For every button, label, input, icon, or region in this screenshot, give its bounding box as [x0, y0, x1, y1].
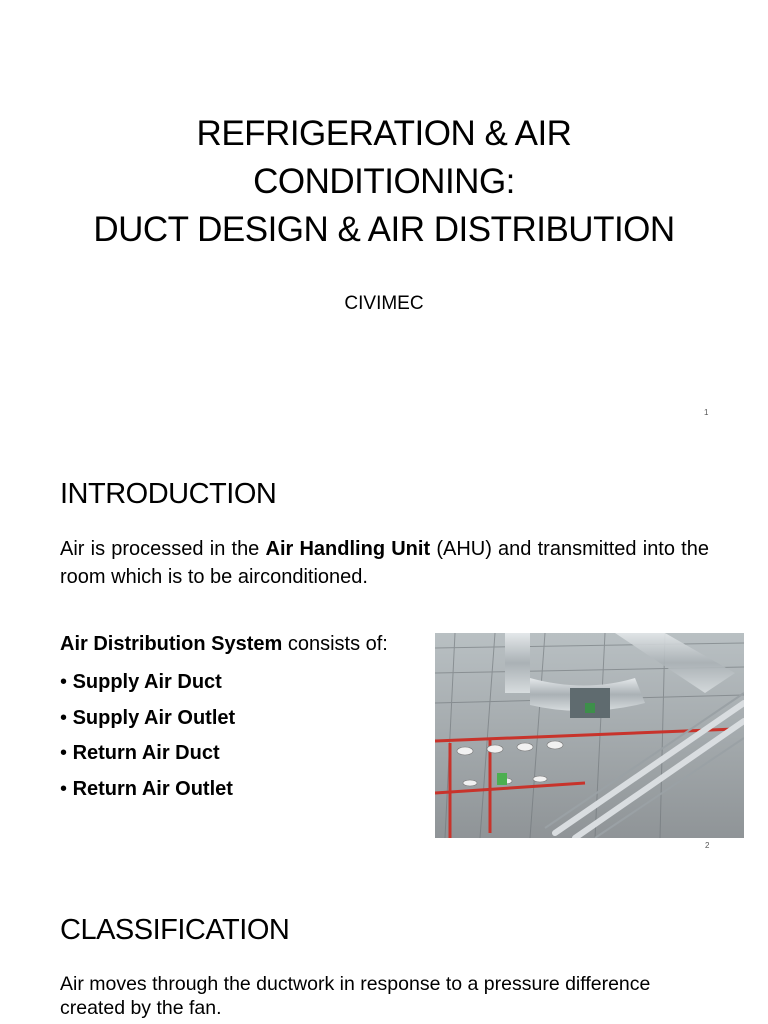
slide-subtitle: CIVIMEC: [344, 293, 424, 314]
para-text-1: Air is processed in the: [60, 538, 266, 560]
list-item: • Return Air Duct: [60, 739, 235, 775]
slide-classification: [0, 856, 768, 1024]
list-intro: [60, 633, 388, 656]
list-item: • Supply Air Duct: [60, 668, 235, 704]
intro-paragraph: [60, 535, 709, 591]
para-bold-term: Air Handling Unit: [265, 538, 431, 560]
list-intro-bold: Air Distribution System: [60, 633, 283, 655]
slide-heading: INTRODUCTION: [60, 478, 277, 510]
slide-title-heading: [40, 110, 728, 254]
page-number: 2: [705, 841, 710, 850]
page-number: 1: [704, 408, 709, 417]
slide-introduction: [0, 428, 768, 856]
classification-paragraph: Air moves through the ductwork in response to a pressure difference created by the fan.: [60, 973, 651, 1019]
slide-title: [0, 0, 768, 428]
list-intro-rest: consists of:: [282, 633, 388, 655]
ductwork-photo: [435, 633, 744, 838]
title-line-1: REFRIGERATION & AIR: [196, 114, 572, 153]
list-item: • Supply Air Outlet: [60, 704, 235, 740]
para-text-2: (AHU) and transmitted into the room which is to be airconditioned.: [60, 538, 709, 588]
slide-heading: CLASSIFICATION: [60, 914, 290, 946]
list-item: • Return Air Outlet: [60, 775, 235, 811]
bullet-list: [60, 668, 235, 810]
title-line-2: CONDITIONING:: [253, 162, 515, 201]
title-line-3: DUCT DESIGN & AIR DISTRIBUTION: [93, 210, 675, 249]
